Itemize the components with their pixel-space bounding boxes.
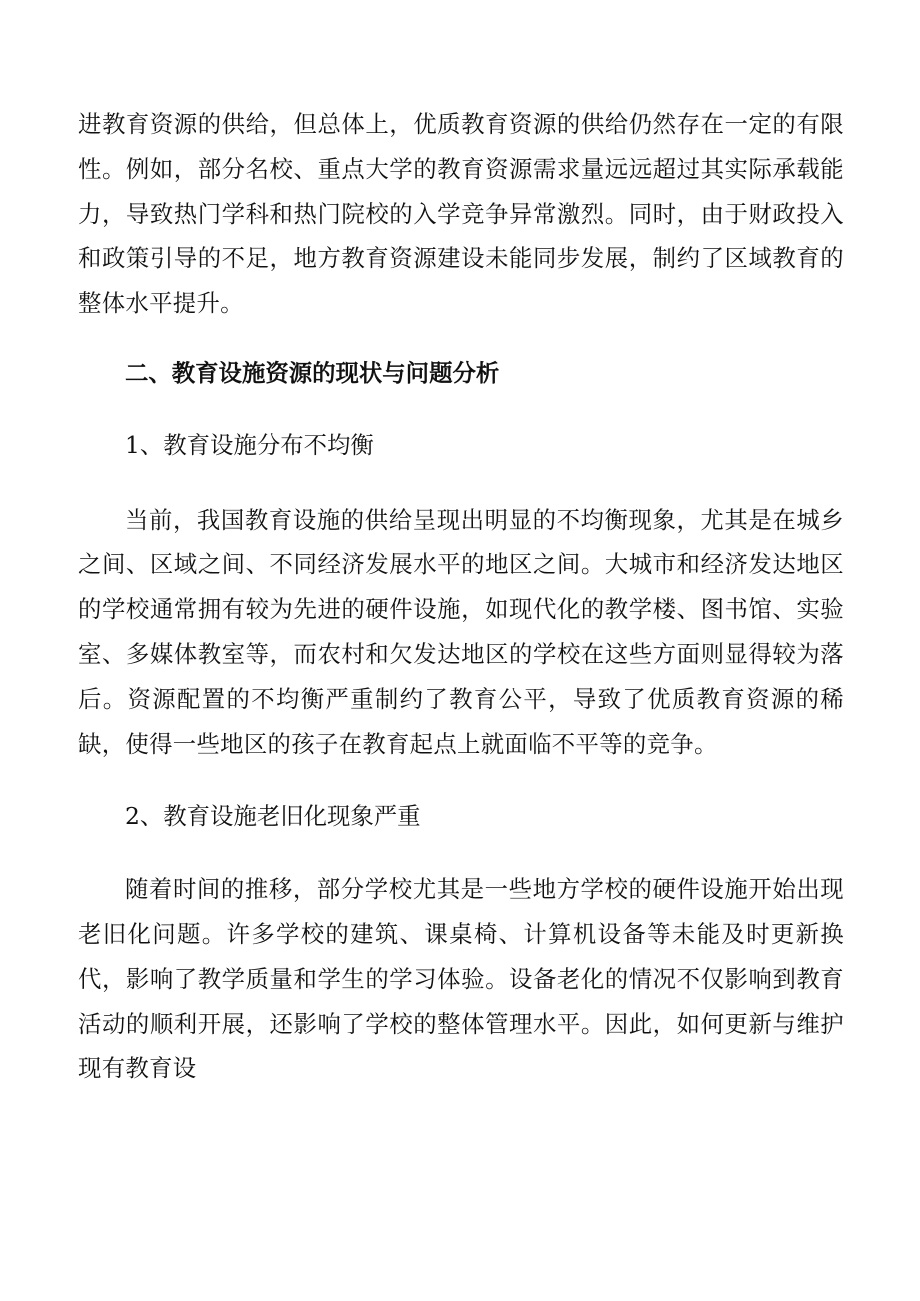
paragraph-aging: 随着时间的推移，部分学校尤其是一些地方学校的硬件设施开始出现老旧化问题。许多学校的建筑、课桌椅、计算机设备等未能及时更新换代，影响了教学质量和学生的学习体验。设备老化的情况不仅影响到教育活动的顺利开展，还影响了学校的整体管理水平。因此，如何更新与维护现有教育设 xyxy=(78,875,844,1083)
subheading-facility-distribution: 1、教育设施分布不均衡 xyxy=(125,430,374,459)
document-body xyxy=(78,102,844,1091)
paragraph-continued: 进教育资源的供给，但总体上，优质教育资源的供给仍然存在一定的有限性。例如，部分名校、重点大学的教育资源需求量远远超过其实际承载能力，导致热门学科和热门院校的入学竞争异常激烈。同时，由于财政投入和政策引导的不足，地方教育资源建设未能同步发展，制约了区域教育的整体水平提升。 xyxy=(78,110,844,318)
subheading-facility-aging: 2、教育设施老旧化现象严重 xyxy=(125,802,421,831)
section-heading: 二、教育设施资源的现状与问题分析 xyxy=(125,358,500,387)
paragraph-distribution: 当前，我国教育设施的供给呈现出明显的不均衡现象，尤其是在城乡之间、区域之间、不同经济发展水平的地区之间。大城市和经济发达地区的学校通常拥有较为先进的硬件设施，如现代化的教学楼、图书馆、实验室、多媒体教室等，而农村和欠发达地区的学校在这些方面则显得较为落后。资源配置的不均衡严重制约了教育公平，导致了优质教育资源的稀缺，使得一些地区的孩子在教育起点上就面临不平等的竞争。 xyxy=(78,505,844,758)
